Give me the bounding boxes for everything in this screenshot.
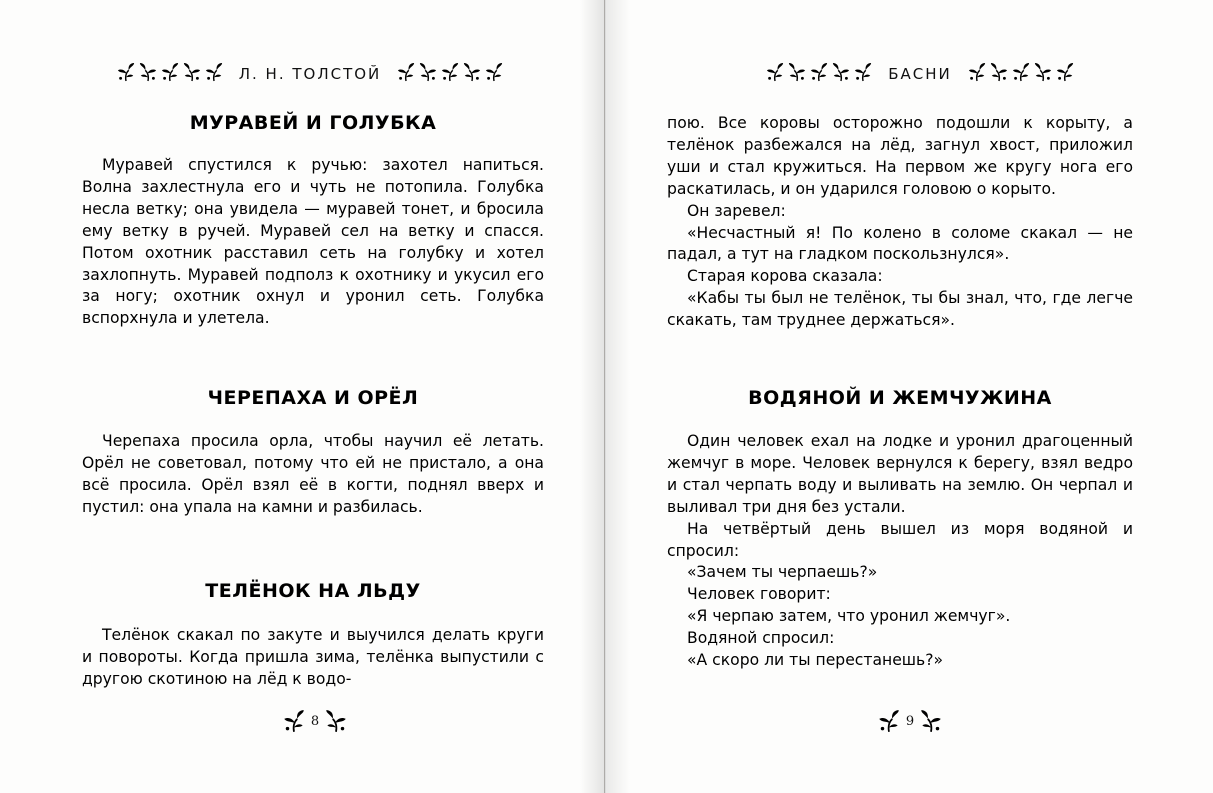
paragraph: Муравей спустился к ручью: захотел напиться. Волна захлестнула его и чуть не потопила. Голубка несла ветку; она увидела — муравей тонет, и бросила ему ветку в ручей. Муравей сел на ветку и спасся. Потом охотник расставил сеть на голубку и хотел захлопнуть. Муравей подполз к охотнику и укусил его за ногу; охотник охнул и уронил сеть. Голубка вспорхнула и улетела. — [82, 156, 544, 328]
fable-text — [667, 431, 1133, 672]
paragraph: Телёнок скакал по закуте и выучился делать круги и повороты. Когда пришла зима, телёнка выпустили с другою скотиною на лёд к водо- — [82, 626, 544, 688]
ornament-row-left — [115, 61, 225, 87]
fable-text — [82, 431, 544, 519]
floral-vignette-icon — [183, 61, 201, 83]
floral-vignette-icon — [325, 708, 347, 734]
paragraph: пою. Все коровы осторожно подошли к корыту, а телёнок разбежался на лёд, загнул хвост, приложил уши и стал кружиться. На первом же кругу нога его раскатилась, и он ударился головою о корыто. — [667, 114, 1133, 198]
floral-vignette-icon — [1056, 61, 1074, 83]
floral-vignette-icon — [283, 708, 305, 734]
ornament-row-right — [395, 61, 505, 87]
page-number-right — [860, 706, 960, 736]
paragraph: «Кабы ты был не телёнок, ты бы знал, что, где легче скакать, там труднее держаться». — [667, 289, 1133, 330]
fable-title: МУРАВЕЙ И ГОЛУБКА — [189, 112, 437, 134]
ornament-row-right — [966, 61, 1076, 87]
floral-vignette-icon — [878, 708, 900, 734]
floral-vignette-icon — [161, 61, 179, 83]
page-number: 9 — [905, 713, 915, 729]
floral-vignette-icon — [397, 61, 415, 83]
left-page — [0, 0, 605, 793]
fable-text — [82, 625, 544, 691]
paragraph: Один человек ехал на лодке и уронил драгоценный жемчуг в море. Человек вернулся к берегу, взял ведро и стал черпать воду и выливать на землю. Он черпал и выливал три дня без устали. — [667, 432, 1133, 516]
paragraph: «Зачем ты черпаешь?» — [687, 563, 878, 582]
fable-text-continuation — [667, 113, 1133, 332]
floral-vignette-icon — [463, 61, 481, 83]
floral-vignette-icon — [990, 61, 1008, 83]
floral-vignette-icon — [117, 61, 135, 83]
floral-vignette-icon — [968, 61, 986, 83]
floral-vignette-icon — [485, 61, 503, 83]
ornament-row-left — [764, 61, 874, 87]
floral-vignette-icon — [441, 61, 459, 83]
floral-vignette-icon — [1034, 61, 1052, 83]
running-head-section: БАСНИ — [888, 65, 952, 83]
fable-title: ТЕЛЁНОК НА ЛЬДУ — [205, 580, 421, 602]
paragraph: Старая корова сказала: — [687, 267, 883, 286]
right-page — [605, 0, 1213, 793]
floral-vignette-icon — [1012, 61, 1030, 83]
running-head-right — [660, 58, 1180, 90]
floral-vignette-icon — [920, 708, 942, 734]
running-head-author: Л. Н. ТОЛСТОЙ — [238, 65, 382, 83]
page-number-left — [265, 706, 365, 736]
fable-title: ЧЕРЕПАХА И ОРЁЛ — [207, 387, 419, 409]
paragraph: «Я черпаю затем, что уронил жемчуг». — [687, 607, 1011, 626]
paragraph: «Несчастный я! По колено в соломе скакал — не падал, а тут на гладком поскользнулся». — [667, 223, 1133, 264]
paragraph: Водяной спросил: — [687, 629, 835, 648]
floral-vignette-icon — [205, 61, 223, 83]
floral-vignette-icon — [419, 61, 437, 83]
paragraph: Черепаха просила орла, чтобы научил её летать. Орёл не советовал, потому что ей не пристало, а она всё просила. Орёл взял её в когти, поднял вверх и пустил: она упала на камни и разбилась. — [82, 432, 544, 516]
floral-vignette-icon — [788, 61, 806, 83]
paragraph: На четвёртый день вышел из моря водяной и спросил: — [667, 519, 1133, 560]
paragraph: «А скоро ли ты перестанешь?» — [687, 651, 944, 670]
running-head-left — [70, 58, 550, 90]
paragraph: Человек говорит: — [687, 585, 831, 604]
fable-title: ВОДЯНОЙ И ЖЕМЧУЖИНА — [748, 387, 1052, 409]
floral-vignette-icon — [766, 61, 784, 83]
page-number: 8 — [310, 713, 320, 729]
paragraph: Он заревел: — [687, 201, 786, 220]
floral-vignette-icon — [854, 61, 872, 83]
fable-text — [82, 155, 544, 330]
floral-vignette-icon — [810, 61, 828, 83]
floral-vignette-icon — [832, 61, 850, 83]
floral-vignette-icon — [139, 61, 157, 83]
